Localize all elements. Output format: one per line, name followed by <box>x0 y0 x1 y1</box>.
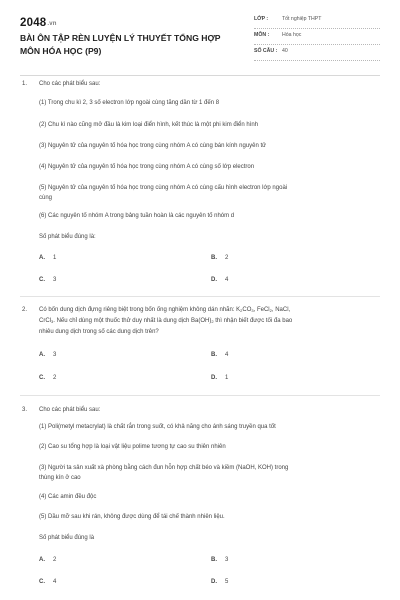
option-letter: D. <box>211 375 217 381</box>
statement-continuation: thùng kín ở cao <box>39 475 81 481</box>
option-letter: D. <box>211 579 217 585</box>
option-letter: C. <box>39 277 45 283</box>
meta-value: 40 <box>282 48 288 54</box>
question-separator <box>20 395 380 396</box>
question-intro: Cho các phát biểu sau: <box>39 81 101 87</box>
logo-text: 2048 <box>20 17 47 29</box>
document-header <box>0 0 400 66</box>
logo-tld: .vn <box>47 21 57 27</box>
statement-continuation: cùng <box>39 195 53 201</box>
meta-value: Tốt nghiệp THPT <box>282 16 322 22</box>
question-prompt: Số phát biểu đúng là: <box>39 234 96 240</box>
meta-row-class <box>254 14 380 29</box>
option-letter: B. <box>211 255 217 261</box>
question-line: nhiêu dung dịch trong số các dung dịch trên? <box>39 329 159 335</box>
question-number: 1. <box>22 81 28 87</box>
option-value: 4 <box>225 277 229 283</box>
option-value: 2 <box>53 375 57 381</box>
statement: (5) Dầu mỡ sau khi rán, không được dùng để tái chế thành nhiên liệu. <box>39 514 225 520</box>
option-value: 2 <box>225 255 229 261</box>
option-letter: A. <box>39 352 45 358</box>
meta-key: MÔN : <box>254 32 270 38</box>
question-line: CrCl$_3$. Nếu chỉ dùng một thuốc thử duy nhất là dung dịch $Ba(OH)_2$ thì nhận biết được tối đa bao <box>39 318 293 324</box>
meta-panel <box>254 14 380 62</box>
statement: (1) Trong chu kì 2, 3 số electron lớp ngoài cùng tăng dần từ 1 đến 8 <box>39 100 220 106</box>
statement: (4) Nguyên tử của nguyên tố hóa học trong cùng nhóm A có cùng số lớp electron <box>39 164 255 170</box>
option-value: 3 <box>53 277 57 283</box>
option-letter: C. <box>39 579 45 585</box>
option-value: 4 <box>53 579 57 585</box>
meta-key: LỚP : <box>254 16 269 22</box>
option-letter: A. <box>39 255 45 261</box>
statement: (2) Chu kì nào cũng mở đầu là kim loại điển hình, kết thúc là một phi kim điển hình <box>39 122 259 128</box>
statement: (3) Nguyên tử của nguyên tố hóa học trong cùng nhóm A có cùng bán kính nguyên tử <box>39 143 267 149</box>
question-prompt: Số phát biểu đúng là <box>39 535 95 541</box>
question-number: 3. <box>22 407 28 413</box>
statement: (6) Các nguyên tố nhóm A trong bảng tuần hoàn là các nguyên tố nhóm d <box>39 213 235 219</box>
question-line: Có bốn dung dịch đựng riêng biệt trong bốn ống nghiệm không dán nhãn: $K_2CO_3$, FeCl$_2$, NaCl, <box>39 307 291 313</box>
meta-value: Hóa học <box>282 32 302 38</box>
option-letter: C. <box>39 375 45 381</box>
option-value: 3 <box>53 352 57 358</box>
statement: (4) Các amin đều độc <box>39 494 97 500</box>
option-value: 5 <box>225 579 229 585</box>
option-value: 2 <box>53 557 57 563</box>
header-divider <box>20 75 380 76</box>
meta-row-count <box>254 46 380 61</box>
option-letter: D. <box>211 277 217 283</box>
statement: (3) Người ta sản xuất xà phòng bằng cách đun hỗn hợp chất béo và kiềm (NaOH, KOH) trong <box>39 465 289 471</box>
option-value: 1 <box>53 255 57 261</box>
statement: (2) Cao su tổng hợp là loại vật liệu polime tương tự cao su thiên nhiên <box>39 444 226 450</box>
option-letter: B. <box>211 352 217 358</box>
option-value: 1 <box>225 375 229 381</box>
statement: (1) Poli(metyl metacrylat) là chất rắn trong suốt, có khả năng cho ánh sáng truyền qua tốt <box>39 424 276 430</box>
question-intro: Cho các phát biểu sau: <box>39 407 101 413</box>
option-value: 3 <box>225 557 229 563</box>
option-letter: B. <box>211 557 217 563</box>
statement: (5) Nguyên tử của nguyên tố hóa học trong cùng nhóm A có cùng cấu hình electron lớp ngoài <box>39 185 288 191</box>
site-logo <box>20 17 57 29</box>
question-separator <box>20 296 380 297</box>
option-letter: A. <box>39 557 45 563</box>
question-number: 2. <box>22 307 28 313</box>
meta-key: SỐ CÂU : <box>254 48 278 54</box>
option-value: 4 <box>225 352 229 358</box>
meta-row-subject <box>254 30 380 45</box>
document-title: BÀI ÔN TẬP RÈN LUYỆN LÝ THUYẾT TỔNG HỢP MÔN HÓA HỌC (P9) <box>20 33 221 56</box>
